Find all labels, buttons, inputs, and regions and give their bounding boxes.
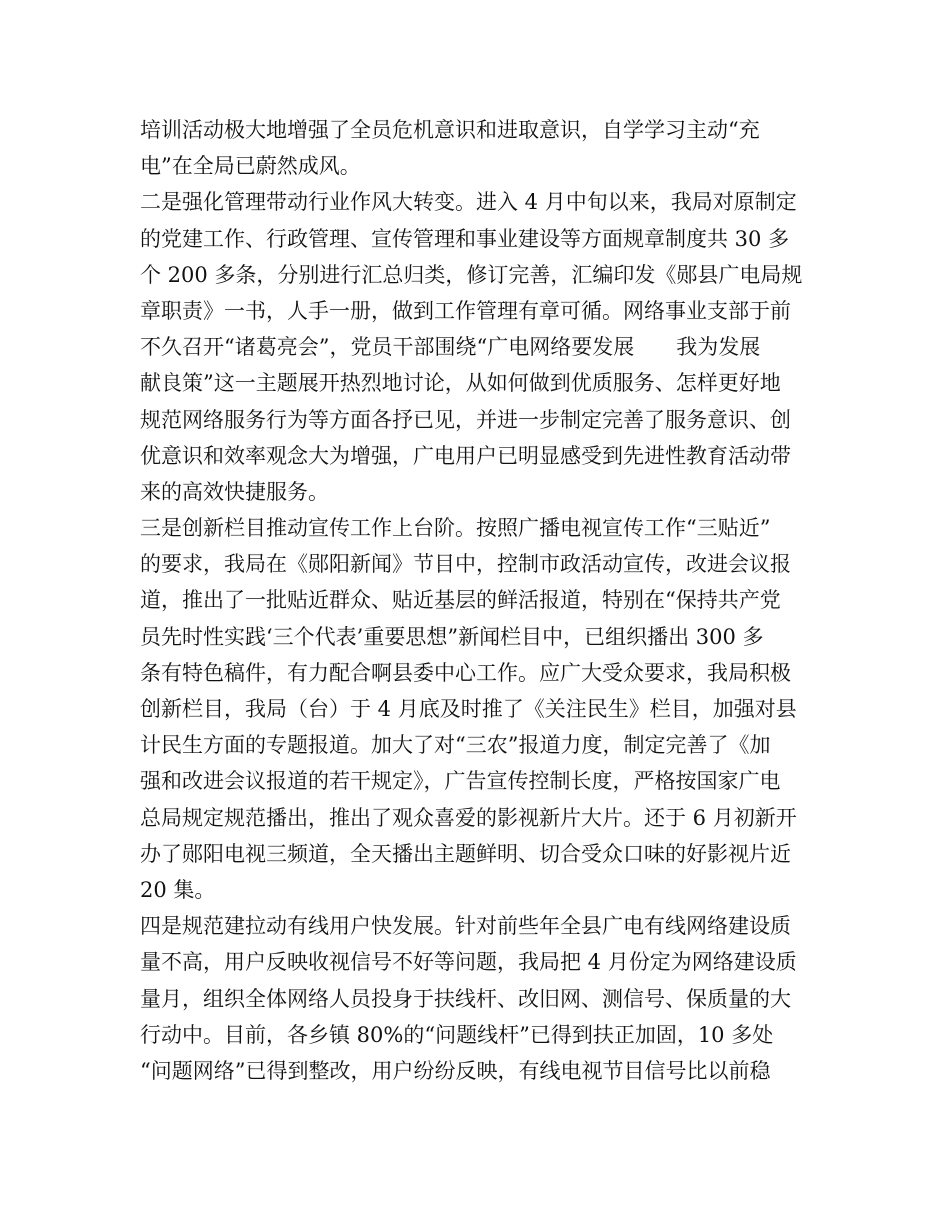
text-line: 不久召开“诸葛亮会”，党员干部围绕“广电网络要发展 我为发展	[140, 335, 761, 360]
text-line: 员先时性实践‘三个代表’重要思想”新闻栏目中，已组织播出 300 多	[140, 624, 764, 649]
text-line: 强和改进会议报道的若干规定》，广告宣传控制长度，严格按国家广电	[140, 769, 781, 794]
text-line: 行动中。目前，各乡镇 80%的“问题线杆”已得到扶正加固，10 多处	[140, 1022, 774, 1047]
body-text	[140, 112, 820, 1089]
text-line: “问题网络”已得到整改，用户纷纷反映，有线电视节目信号比以前稳	[140, 1058, 771, 1083]
text-line: 三是创新栏目推动宣传工作上台阶。按照广播电视宣传工作“三贴近”	[140, 516, 771, 541]
text-line: 计民生方面的专题报道。加大了对“三农”报道力度，制定完善了《加	[140, 733, 771, 758]
text-line: 二是强化管理带动行业作风大转变。进入 4 月中旬以来，我局对原制定	[140, 190, 797, 215]
text-line: 规范网络服务行为等方面各抒已见，并进一步制定完善了服务意识、创	[140, 407, 791, 432]
text-line: 量月，组织全体网络人员投身于扶线杆、改旧网、测信号、保质量的大	[140, 986, 791, 1011]
text-line: 条有特色稿件，有力配合啊县委中心工作。应广大受众要求，我局积极	[140, 660, 791, 685]
text-line: 量不高，用户反映收视信号不好等问题，我局把 4 月份定为网络建设质	[140, 950, 797, 975]
text-line: 道，推出了一批贴近群众、贴近基层的鲜活报道，特别在“保持共产党	[140, 588, 781, 613]
text-line: 的党建工作、行政管理、宣传管理和事业建设等方面规章制度共 30 多	[140, 226, 790, 251]
text-line: 电”在全局已蔚然成风。	[140, 154, 361, 179]
text-line: 章职责》一书，人手一册，做到工作管理有章可循。网络事业支部于前	[140, 298, 791, 323]
text-line: 的要求，我局在《郧阳新闻》节目中，控制市政活动宣传，改进会议报	[140, 552, 791, 577]
text-line: 个 200 多条，分别进行汇总归类，修订完善，汇编印发《郧县广电局规	[140, 262, 803, 287]
text-line: 20 集。	[140, 877, 216, 902]
text-line: 创新栏目，我局（台）于 4 月底及时推了《关注民生》栏目，加强对县	[140, 697, 797, 721]
text-line: 献良策”这一主题展开热烈地讨论，从如何做到优质服务、怎样更好地	[140, 371, 781, 396]
text-line: 总局规定规范播出，推出了观众喜爱的影视新片大片。还于 6 月初新开	[140, 805, 797, 830]
text-line: 办了郧阳电视三频道，全天播出主题鲜明、切合受众口味的好影视片近	[140, 841, 791, 866]
text-line: 培训活动极大地增强了全员危机意识和进取意识，自学学习主动“充	[140, 118, 760, 142]
text-line: 来的高效快捷服务。	[140, 479, 329, 504]
text-line: 四是规范建拉动有线用户快发展。针对前些年全县广电有线网络建设质	[140, 914, 791, 939]
text-line: 优意识和效率观念大为增强，广电用户已明显感受到先进性教育活动带	[140, 443, 791, 468]
